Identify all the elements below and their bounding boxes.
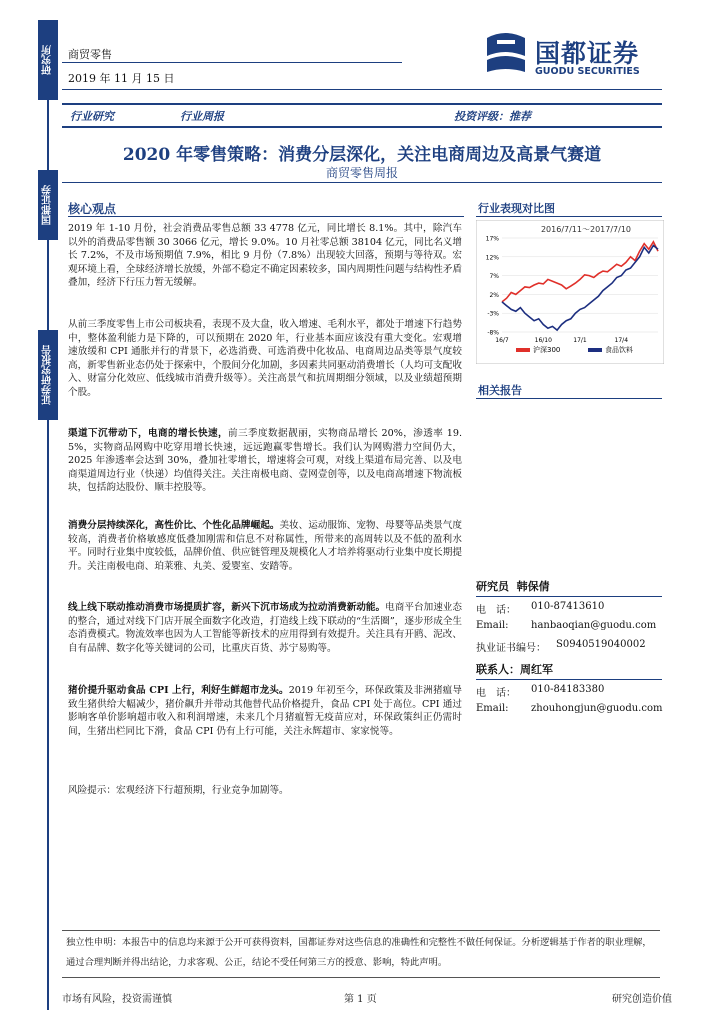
core-paragraph-6 [68,684,462,738]
sidebar-rule [47,100,49,170]
header-rule [62,89,662,90]
core-paragraph-3 [68,427,462,495]
analyst-cert-label: 执业证书编号： [476,643,546,654]
performance-chart [476,220,664,364]
nav-rule-bottom [62,126,662,128]
core-paragraph-3-body: 前三季度数据靓丽，实物商品增长 20%，渗透率 19. 5%，实物商品网购中吃穿用增长快速，远远跑赢零售增长。我们认为网购潜力空间仍大，2025 年渗透率会达到 30%，叠加社零增长，增速将会可观，对线上渠道布局完善、以及电商渠道周边行业（快递）均值得关注。关注南极电商、壹网壹创等，以及电商高增速下物流板块，包括韵达股份、顺丰控股等。 [68,428,462,494]
chart-legend-label: 沪深300 [533,346,561,354]
core-paragraph-1: 2019 年 1-10 月份，社会消费品零售总额 33 4778 亿元，同比增长 8.1%。其中，除汽车以外的消费品零售额 30 3066 亿元，增长 9.0%。10 月社零总额 38104 亿元，同比名义增长 7.2%，不及市场预期值 7.9%，相比 9 月份（7.8%）出现较大回落，预期与等待双。宏观环境上看，全球经济增长放缓，外部不稳定不确定因素较多，国内周期性问题与结构性矛盾叠加，经济下行压力暂无缓解。 [68,223,462,289]
analyst-phone-label: 电 话： [476,605,516,616]
sidebar-rule [47,420,49,1010]
analyst-phone: 010-87413610 [531,601,605,612]
independence-statement: 独立性申明：本报告中的信息均来源于公开可获得资料，国都证券对这些信息的准确性和完整性不做任何保证。分析逻辑基于作者的职业理解，通过合理判断并得出结论，力求客观、公正，结论不受任何第三方的授意、影响，特此声明。 [66,937,652,968]
sidebar-label-institute: 研究所 [38,20,58,100]
analyst-email-label: Email: [476,620,509,631]
report-type-weekly: 行业周报 [180,110,224,123]
related-reports-heading: 相关报告 [478,384,522,397]
chart-y-tick-label: -3% [487,310,499,318]
contact-phone: 010-84183380 [531,684,605,695]
contact-name: 周红军 [520,663,553,676]
core-paragraph-4-lead: 消费分层持续深化，高性价比、个性化品牌崛起。 [68,520,280,531]
report-title: 2020 年零售策略：消费分层深化，关注电商周边及高景气赛道 [122,145,602,165]
chart-y-tick-label: -8% [487,329,499,337]
report-date: 2019 年 11 月 15 日 [68,72,175,85]
contact-role: 联系人： [476,663,520,676]
chart-x-tick-label: 17/1 [573,337,587,344]
analyst-name: 韩保倩 [516,580,550,593]
chart-date-range: 2016/7/11～2017/7/10 [540,225,632,234]
guodu-logo-icon [483,30,529,76]
analyst-block-title [476,578,550,594]
chart-y-tick-label: 2% [489,291,499,299]
report-type-bar [62,104,662,126]
sidebar-rule [47,240,49,330]
disclaimer-box [62,930,660,978]
chart-x-tick-label: 17/4 [614,337,629,344]
chart-y-tick-label: 7% [489,273,499,281]
chart-legend-swatch [588,348,602,352]
chart-y-tick-label: 17% [485,235,499,243]
chart-y-tick-label: 12% [485,254,499,262]
analyst-rule [476,596,662,597]
contact-email[interactable]: zhouhongjun@guodu.com [531,703,663,714]
investment-rating: 投资评级：推荐 [454,110,531,123]
core-paragraph-4-body: 美妆、运动服饰、宠物、母婴等品类景气度较高，消费者价格敏感度低叠加刚需和信息不对称属性，所带来的高周转以及不低的盈利水平。同时行业集中度较低，品牌价值、供应链管理及规模化人才培养将驱动行业集中度长期提升。关注南极电商、珀莱雅、丸美、爱婴室、安踏等。 [68,520,463,572]
header-rule [62,62,402,63]
core-paragraph-5-lead: 线上线下联动推动消费市场提质扩容，新兴下沉市场成为拉动消费新动能。 [68,602,386,613]
core-paragraph-6-body: 2019 年初至今，环保政策及非洲猪瘟导致生猪供给大幅减少，猪价飙升并带动其他替代品价格提升，食品 CPI 处于高位。CPI 通过影响客单价影响超市收入和利润增速，未来几个月猪瘟暂无疫苗应对，环保政策纠正仍需时间，生猪出栏同比下滑，食品 CPI 仍有上行可能，关注永辉超市、家家悦等。 [68,685,462,737]
core-paragraph-3-lead: 渠道下沉带动下，电商的增长快速， [68,428,229,439]
related-reports-rule [476,398,662,399]
core-views-heading: 核心观点 [68,202,117,216]
contact-email-label: Email: [476,703,509,714]
analyst-email[interactable]: hanbaoqian@guodu.com [531,620,657,631]
contact-rule [476,679,662,680]
analyst-cert-number: S0940519040002 [556,639,646,650]
report-category: 商贸零售 [68,48,112,61]
footer-risk-notice: 市场有风险，投资需谨慎 [62,994,172,1005]
logo-name-en: GUODU SECURITIES [535,66,640,77]
analyst-role: 研究员 [476,580,509,593]
footer-slogan: 研究创造价值 [612,994,672,1005]
logo-name-cn: 国都证券 [535,39,640,68]
left-sidebar [38,20,58,1010]
chart-title-rule [476,216,662,217]
sidebar-label-company: 国都证券 [38,170,58,240]
chart-legend-label: 食品饮料 [605,346,633,354]
contact-block-title [476,661,553,677]
report-type-industry: 行业研究 [70,110,114,123]
chart-x-tick-label: 16/10 [534,337,552,344]
chart-legend-swatch [516,348,530,352]
core-paragraph-4 [68,519,462,573]
sidebar-label-report: 证券研究报告 [38,330,58,420]
risk-warning: 风险提示：宏观经济下行超预期，行业竞争加剧等。 [68,785,289,796]
title-rule [62,182,662,183]
core-paragraph-5 [68,601,462,655]
chart-title: 行业表现对比图 [478,202,555,215]
section-rule [68,216,464,217]
page-number: 第 1 页 [344,994,377,1005]
core-paragraph-6-lead: 猪价提升驱动食品 CPI 上行，利好生鲜超市龙头。 [68,685,289,696]
report-subtitle: 商贸零售周报 [325,166,398,180]
core-paragraph-5-body: 电商平台加速业态的整合，通过对线下门店开展全面数字化改造，打造线上线下联动的“生活圈”，逐步形成全生态消费模式。物流效率也因为人工智能等新技术的应用得到有效提升。关注具有开鸥、泥改、自有品牌、数字化等关键词的公司，比重庆百货、苏宁易购等。 [68,602,463,654]
core-paragraph-2: 从前三季度零售上市公司板块看，表现不及大盘，收入增速、毛利水平，都处于增速下行趋势中，整体盈利能力是下降的，可以预期在 2020 年，行业基本面应该没有重大变化。宏观增速放缓和 CPI 通胀并行的背景下，必选消费、可选消费中化妆品、电商周边品类等景气度较高，新零售新业态仍处于探索中，个股间分化加剧，多因素共同驱动消费增长（人均可支配收入、财富分化效应、低线城市消费升级等）。关注高景气和抗周期细分领域，以及业绩超预期个股。 [68,319,462,398]
chart-x-tick-label: 16/7 [495,337,509,344]
contact-phone-label: 电 话： [476,688,516,699]
